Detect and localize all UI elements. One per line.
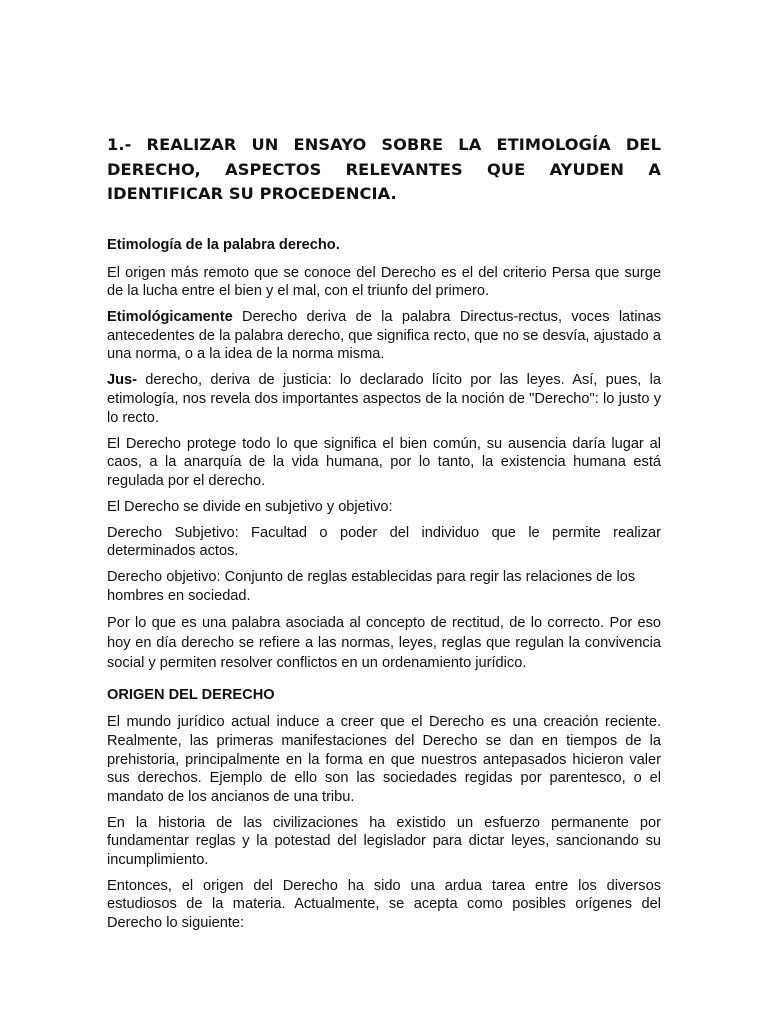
term-etimologicamente: Etimológicamente <box>107 309 233 326</box>
term-jus: Jus- <box>107 372 138 389</box>
section-subtitle: Etimología de la palabra derecho. <box>107 237 340 253</box>
paragraph-jus-text: derecho, deriva de justicia: lo declarado lícito por las leyes. Así, pues, la etimología, nos revela dos importantes aspectos de la noción de "Derecho": lo justo y lo recto. <box>107 372 661 426</box>
paragraph-rectitud: Por lo que es una palabra asociada al concepto de rectitud, de lo correcto. Por eso hoy en día derecho se refiere a las normas, leyes, reglas que regulan la convivencia social y permiten resolver conflictos en un ordenamiento jurídico. <box>107 614 661 672</box>
paragraph-division: El Derecho se divide en subjetivo y objetivo: <box>107 498 393 515</box>
paragraph-etymology-text: Derecho deriva de la palabra Directus-rectus, voces latinas antecedentes de la palabra derecho, que significa recto, que no se desvía, ajustado a una norma, o a la idea de la norma misma. <box>107 309 661 363</box>
paragraph-jus <box>107 371 661 427</box>
paragraph-bien-comun: El Derecho protege todo lo que significa el bien común, su ausencia daría lugar al caos, a la anarquía de la vida humana, por lo tanto, la existencia humana está regulada por el derecho. <box>107 435 661 489</box>
paragraph-origenes: Entonces, el origen del Derecho ha sido una ardua tarea entre los diversos estudiosos de la materia. Actualmente, se acepta como posibles orígenes del Derecho lo siguiente: <box>107 877 661 932</box>
section-heading-origen: ORIGEN DEL DERECHO <box>107 686 275 703</box>
paragraph-mundo-juridico: El mundo jurídico actual induce a creer que el Derecho es una creación reciente. Realmente, las primeras manifestaciones del Derecho se dan en tiempos de la prehistoria, principalmente en la forma en que nuestros antepasados hicieron valer sus derechos. Ejemplo de ello son las sociedades regidas por parentesco, o el mandato de los ancianos de una tribu. <box>107 714 661 805</box>
document-title: 1.- REALIZAR UN ENSAYO SOBRE LA ETIMOLOGÍA DEL DERECHO, ASPECTOS RELEVANTES QUE AYUDEN A IDENTIFICAR SU PROCEDENCIA. <box>107 135 661 203</box>
paragraph-etymology <box>107 308 661 364</box>
paragraph-civilizaciones: En la historia de las civilizaciones ha existido un esfuerzo permanente por fundamentar reglas y la potestad del legislador para dictar leyes, sancionando su incumplimiento. <box>107 814 661 868</box>
paragraph-derecho-subjetivo: Derecho Subjetivo: Facultad o poder del individuo que le permite realizar determinados actos. <box>107 524 661 560</box>
document-body <box>107 236 661 940</box>
paragraph-origin-persa: El origen más remoto que se conoce del Derecho es el del criterio Persa que surge de la lucha entre el bien y el mal, con el triunfo del primero. <box>107 264 661 300</box>
paragraph-derecho-objetivo: Derecho objetivo: Conjunto de reglas establecidas para regir las relaciones de los hombres en sociedad. <box>107 569 636 604</box>
